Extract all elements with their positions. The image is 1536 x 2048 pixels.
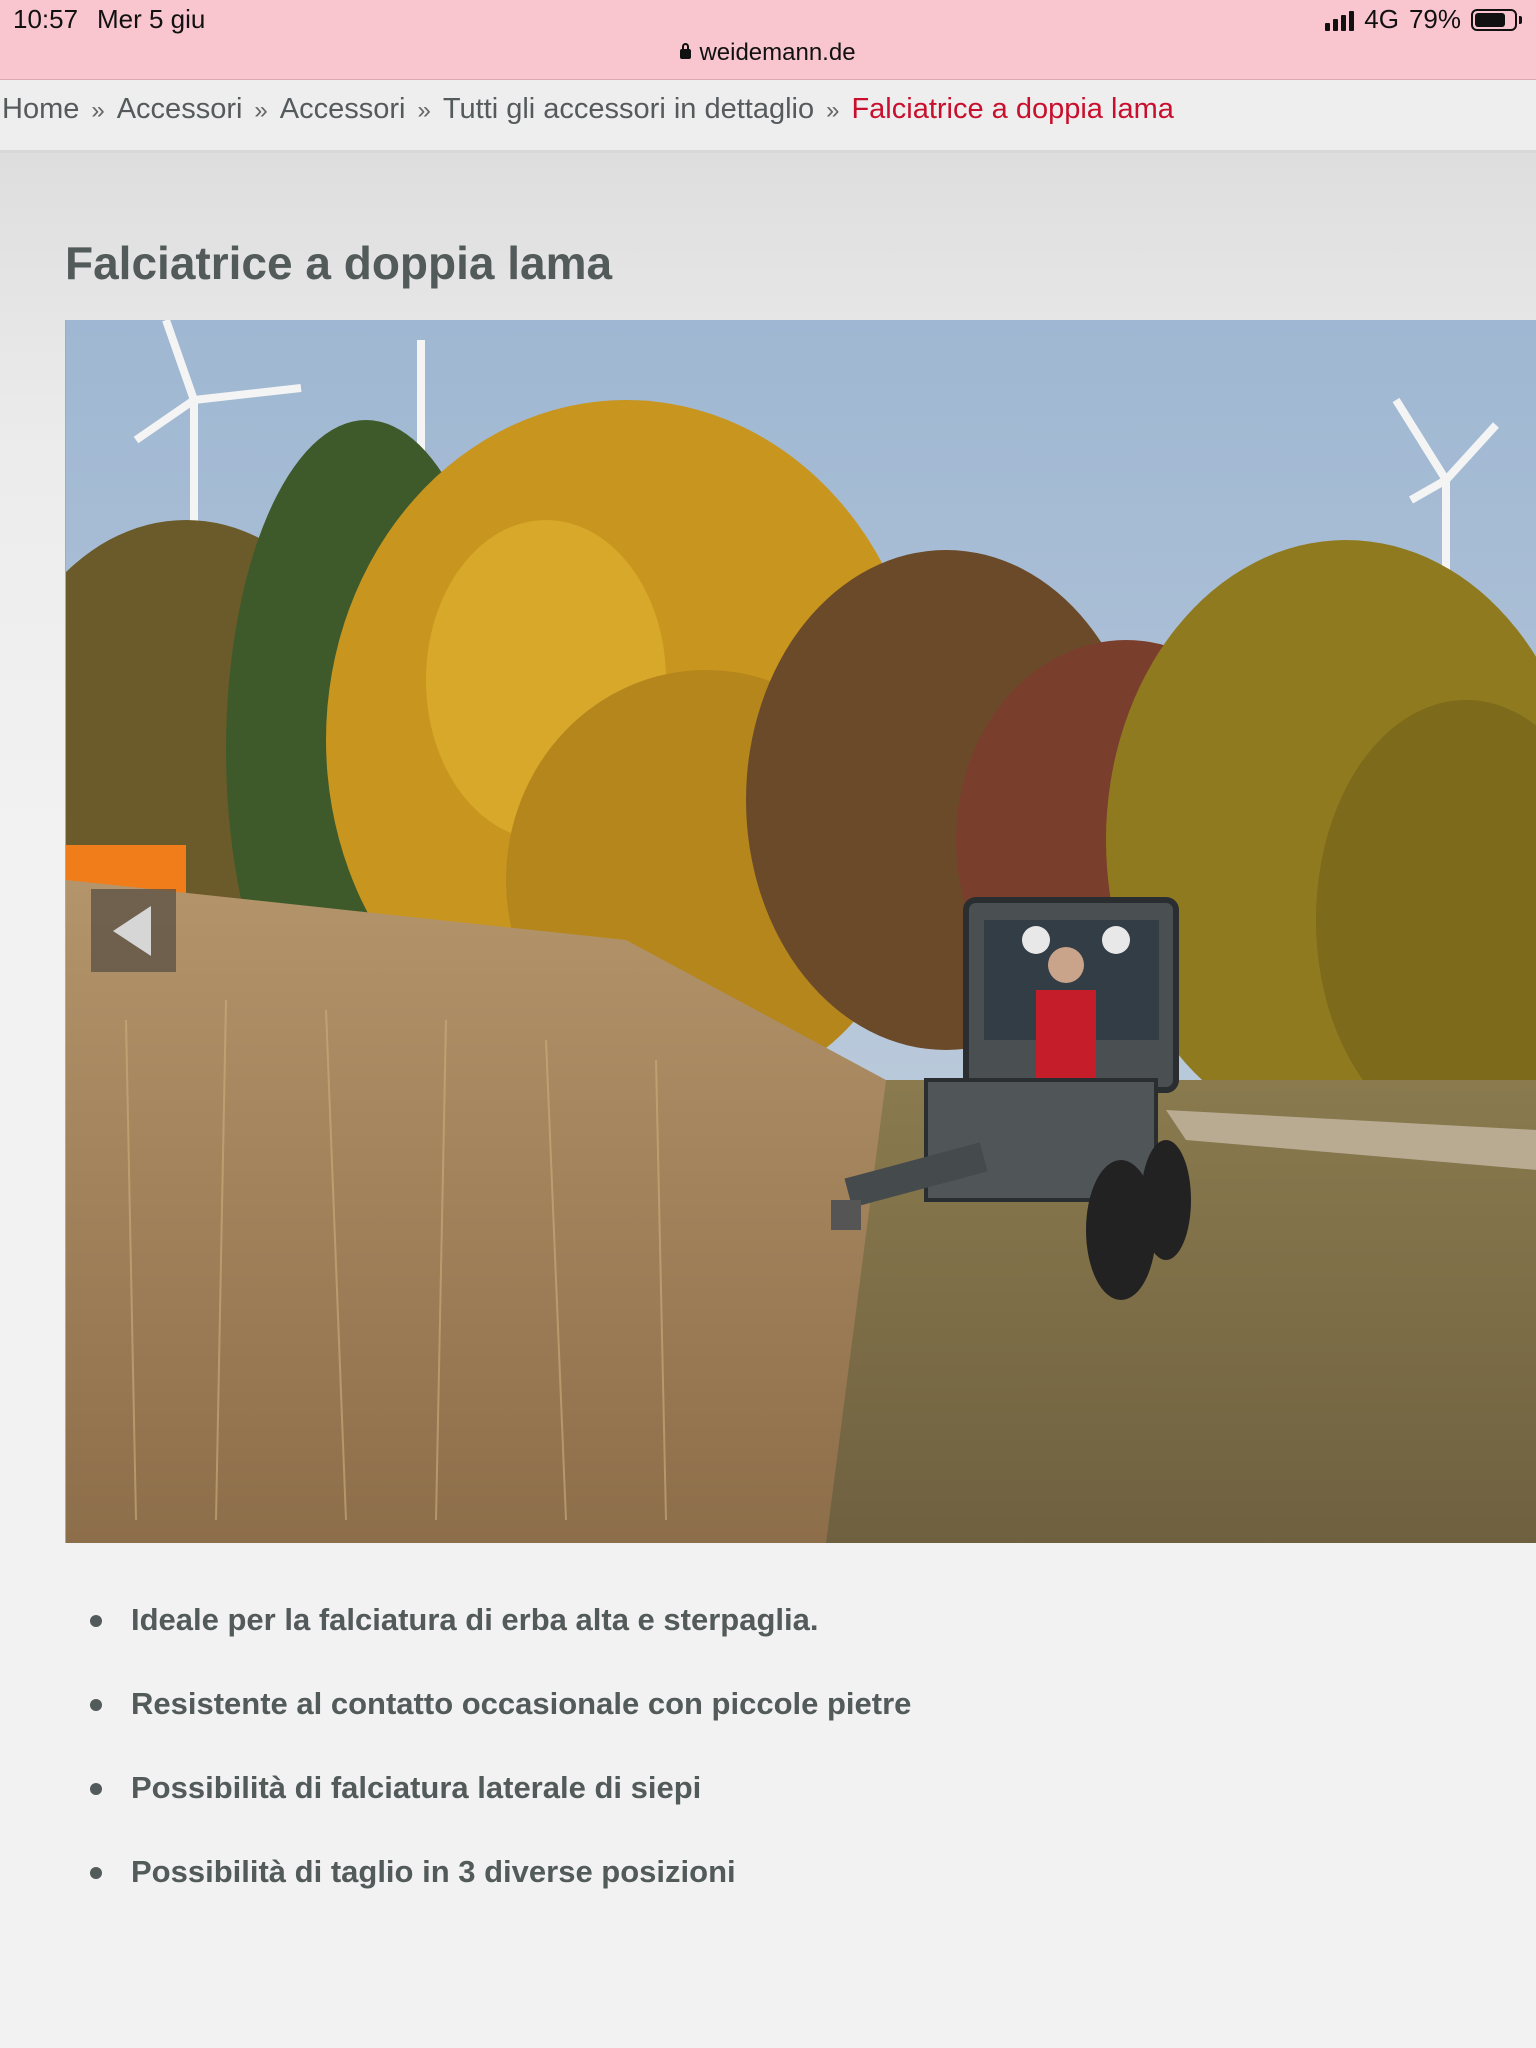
- network-type: 4G: [1364, 4, 1399, 34]
- breadcrumb-bar: [0, 80, 1536, 153]
- feature-text: Possibilità di falciatura laterale di siepi: [131, 1770, 702, 1805]
- feature-text: Ideale per la falciatura di erba alta e sterpaglia.: [131, 1602, 819, 1637]
- list-item: [90, 1596, 911, 1680]
- battery-percent: 79%: [1408, 4, 1461, 34]
- bullet-icon: [90, 1615, 102, 1627]
- breadcrumb: [2, 93, 1174, 126]
- list-item: [90, 1764, 911, 1848]
- status-date: Mer 5 giu: [97, 4, 206, 34]
- breadcrumb-home[interactable]: Home: [2, 93, 80, 125]
- address-bar[interactable]: [0, 39, 1536, 67]
- breadcrumb-separator: »: [826, 97, 840, 124]
- battery-icon: [1471, 9, 1522, 31]
- breadcrumb-all-accessories[interactable]: Tutti gli accessori in dettaglio: [442, 93, 815, 125]
- list-item: [90, 1680, 911, 1764]
- status-indicators: [1325, 4, 1522, 35]
- bullet-icon: [90, 1783, 102, 1795]
- page-title: Falciatrice a doppia lama: [65, 237, 613, 289]
- gallery-prev-button[interactable]: [91, 889, 176, 972]
- status-bar: [0, 0, 1536, 80]
- product-image: [65, 320, 1536, 1543]
- bullet-icon: [90, 1867, 102, 1879]
- list-item: [90, 1848, 911, 1932]
- chevron-left-icon: [113, 906, 151, 956]
- feature-text: Possibilità di taglio in 3 diverse posizioni: [131, 1854, 736, 1889]
- signal-icon: [1325, 9, 1354, 31]
- breadcrumb-accessori[interactable]: Accessori: [116, 93, 243, 125]
- breadcrumb-separator: »: [417, 97, 431, 124]
- bullet-icon: [90, 1699, 102, 1711]
- status-time: 10:57: [13, 4, 79, 34]
- feature-text: Resistente al contatto occasionale con piccole pietre: [131, 1686, 912, 1721]
- url-text: weidemann.de: [699, 39, 856, 66]
- lock-icon: [680, 49, 691, 59]
- breadcrumb-separator: »: [254, 97, 268, 124]
- feature-list: [90, 1596, 911, 1932]
- breadcrumb-separator: »: [91, 97, 105, 124]
- breadcrumb-accessori-2[interactable]: Accessori: [279, 93, 406, 125]
- breadcrumb-current: Falciatrice a doppia lama: [851, 93, 1174, 125]
